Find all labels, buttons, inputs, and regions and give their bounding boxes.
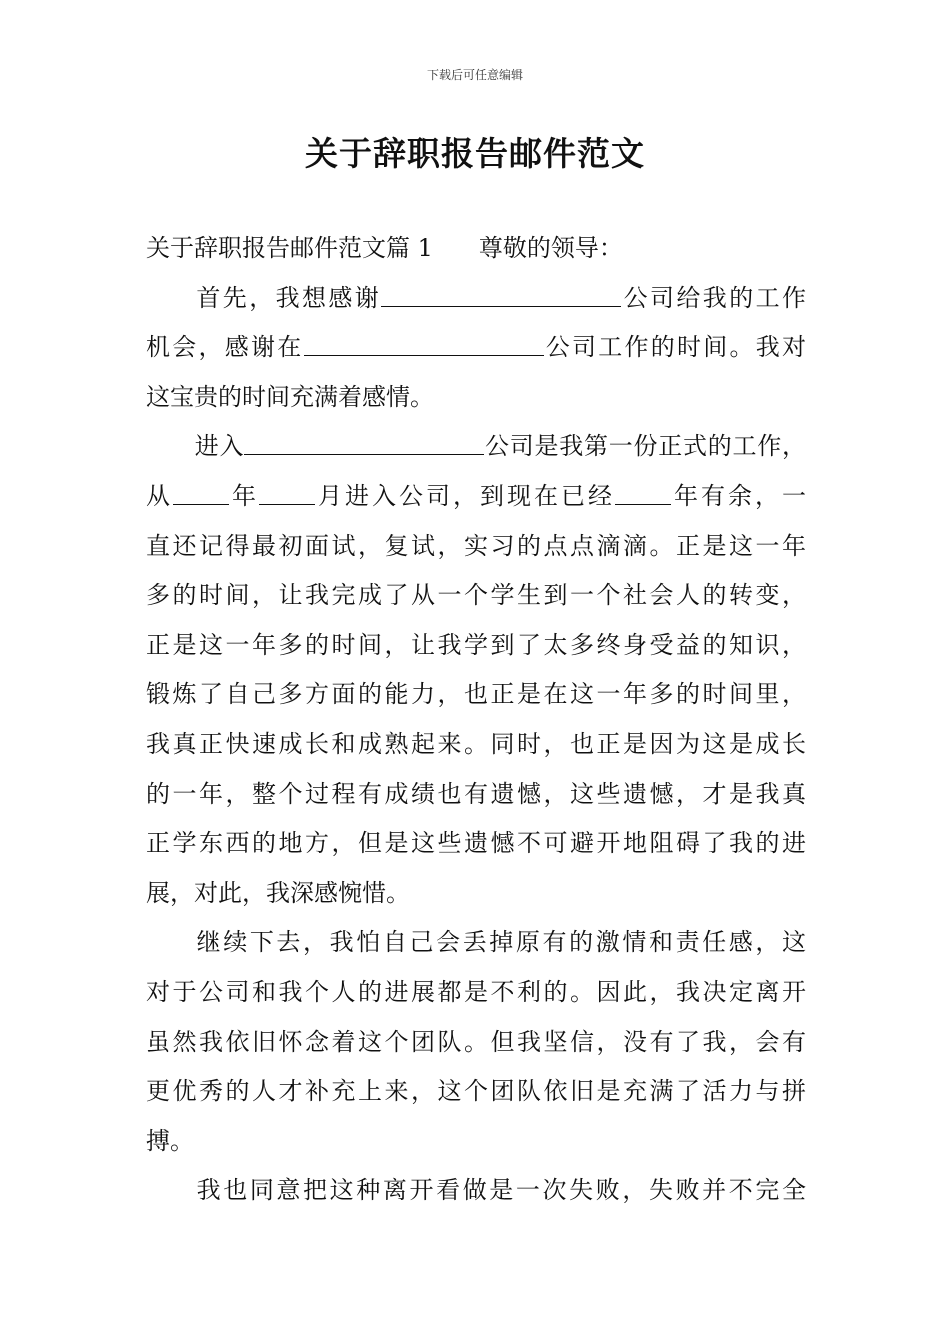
paragraph-2-line-9: 正学东西的地方，但是这些遗憾不可避开地阻碍了我的进 [146,829,806,858]
text-run: 公司是我第一份正式的工作， [484,432,806,461]
text-run: 月进入公司，到现在已经 [315,481,615,510]
paragraph-1-line-2 [146,323,806,373]
paragraph-3-line-2: 对于公司和我个人的进展都是不利的。因此，我决定离开 [146,977,806,1006]
text-run: 机会，感谢在 [146,333,304,362]
section-heading: 关于辞职报告邮件范文篇 1 [146,234,433,262]
text-run: 年有余，一 [671,481,806,510]
paragraph-1-line-3: 这宝贵的时间充满着感情。 [146,382,434,411]
text-run: 首先，我想感谢 [194,283,382,312]
text-run: 进入 [194,432,245,461]
paragraph-2-line-4: 多的时间，让我完成了从一个学生到一个社会人的转变， [146,581,806,610]
paragraph-2-line-1 [146,422,806,472]
paragraph-2-line-7: 我真正快速成长和成熟起来。同时，也正是因为这是成长 [146,729,806,758]
paragraph-2-line-5: 正是这一年多的时间，让我学到了太多终身受益的知识， [146,630,806,659]
fill-in-blank [381,286,621,307]
paragraph-2-line-8: 的一年，整个过程有成绩也有遗憾，这些遗憾，才是我真 [146,779,806,808]
paragraph-3-line-1 [146,918,806,968]
document-body [146,224,806,1216]
fill-in-blank [244,434,484,455]
paragraph-1-line-1 [146,274,806,324]
paragraph-4-line-1 [146,1166,806,1216]
paragraph-2-line-10: 展，对此，我深感惋惜。 [146,878,410,907]
fill-in-blank [173,484,229,505]
text-run: 从 [146,481,173,510]
fill-in-blank [304,335,544,356]
section-heading-line [146,224,806,274]
header-note: 下载后可任意编辑 [426,68,523,82]
salutation: 尊敬的领导： [478,234,623,262]
text-run: 我也同意把这种离开看做是一次失败，失败并不完全 [194,1176,806,1205]
fill-in-blank [615,484,671,505]
text-run: 公司工作的时间。我对 [543,333,806,362]
text-run: 年 [229,481,259,510]
paragraph-3-line-3: 虽然我依旧怀念着这个团队。但我坚信，没有了我，会有 [146,1027,806,1056]
paragraph-2-line-3: 直还记得最初面试，复试，实习的点点滴滴。正是这一年 [146,531,806,560]
paragraph-2-line-2 [146,472,806,522]
text-run: 公司给我的工作 [621,283,807,312]
paragraph-2-line-6: 锻炼了自己多方面的能力，也正是在这一年多的时间里， [146,680,806,709]
document-title: 关于辞职报告邮件范文 [305,134,645,173]
paragraph-3-line-5: 搏。 [146,1126,194,1155]
paragraph-3-line-4: 更优秀的人才补充上来，这个团队依旧是充满了活力与拼 [146,1077,806,1106]
text-run: 继续下去，我怕自己会丢掉原有的激情和责任感，这 [194,928,806,957]
fill-in-blank [259,484,315,505]
